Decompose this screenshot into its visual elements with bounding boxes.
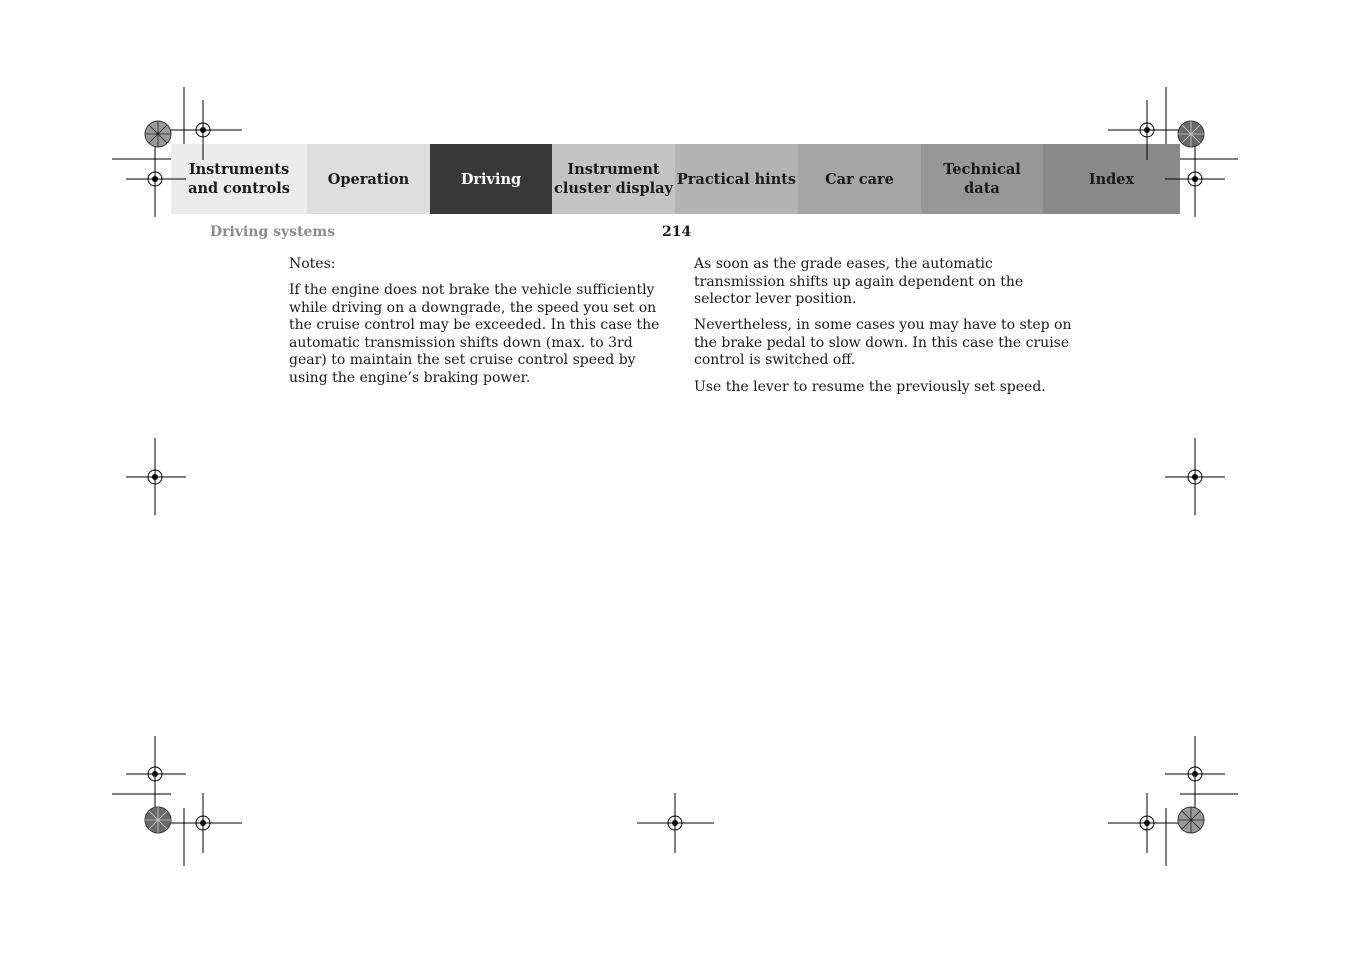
tab-label: Instrument cluster display <box>554 161 673 197</box>
tab-label: Car care <box>825 170 894 188</box>
registration-target-icon <box>1165 438 1225 515</box>
paragraph: Nevertheless, in some cases you may have to step on the brake pedal to slow down. In this case the cruise control is switched off. <box>694 317 1072 369</box>
registration-target-icon <box>1108 793 1185 853</box>
registration-target-icon <box>1165 736 1225 812</box>
registration-target-icon <box>637 793 714 853</box>
registration-target-icon <box>126 438 186 515</box>
registration-target-icon <box>165 100 242 160</box>
registration-target-icon <box>165 793 242 853</box>
section-title: Driving systems <box>210 224 336 240</box>
starburst-mark-icon <box>1178 807 1204 833</box>
starburst-mark-icon <box>145 121 171 147</box>
paragraph: If the engine does not brake the vehicle sufficiently while driving on a downgrade, the speed you set on the cruise control may be exceeded. In this case the automatic transmission shifts down (max. to 3rd gear) to maintain the set cruise control speed by using the engine’s braking power. <box>289 282 660 387</box>
registration-target-icon <box>1165 141 1225 217</box>
registration-target-icon <box>126 736 186 812</box>
paragraph: Use the lever to resume the previously set speed. <box>694 378 1046 395</box>
notes-heading: Notes: <box>289 256 336 272</box>
tab-label: Driving <box>460 170 522 188</box>
starburst-mark-icon <box>1178 121 1204 147</box>
tab-label: Instruments and controls <box>188 161 290 197</box>
paragraph: As soon as the grade eases, the automatic transmission shifts up again dependent on the selector lever position. <box>694 256 1024 308</box>
tab-label: Practical hints <box>676 170 797 188</box>
registration-target-icon <box>126 141 186 217</box>
registration-target-icon <box>1108 100 1185 160</box>
tab-label: Technical data <box>943 161 1021 197</box>
page-number: 214 <box>662 224 692 240</box>
tab-label: Index <box>1088 170 1135 188</box>
starburst-mark-icon <box>145 807 171 833</box>
tab-label: Operation <box>327 170 410 188</box>
